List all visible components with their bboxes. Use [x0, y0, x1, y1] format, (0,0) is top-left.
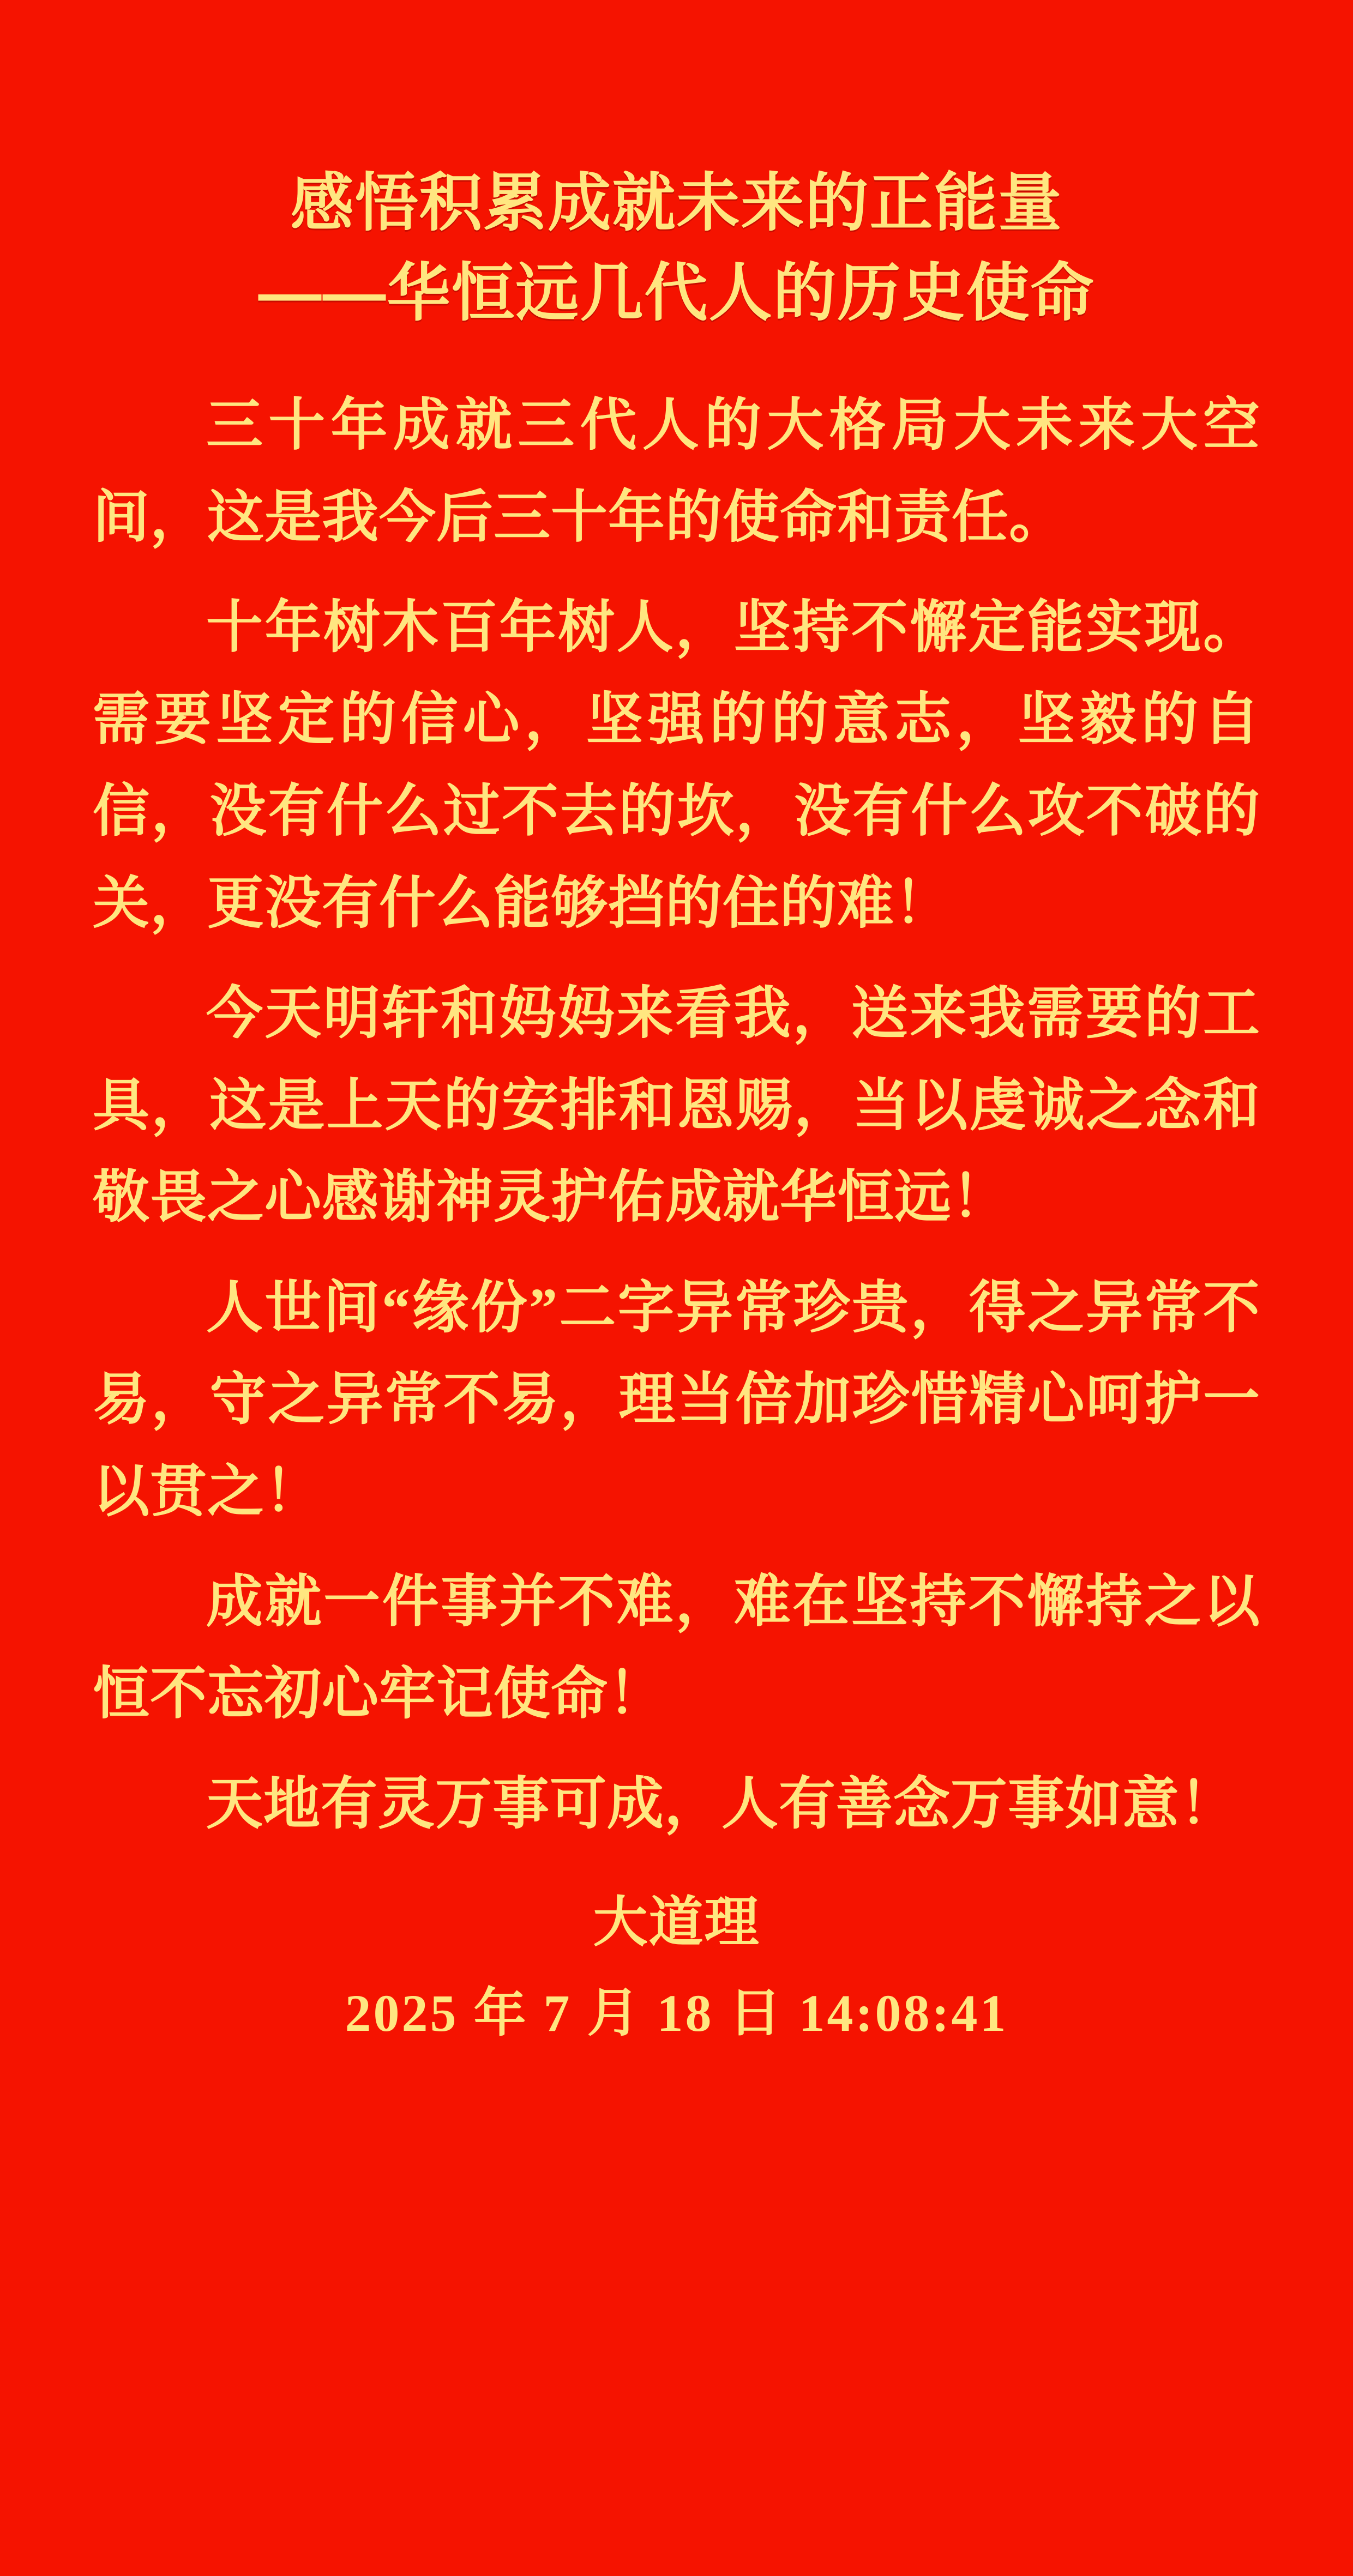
paragraph: 今天明轩和妈妈来看我，送来我需要的工具，这是上天的安排和恩赐，当以虔诚之念和敬畏之心感谢神灵护佑成就华恒远！: [93, 982, 1260, 1229]
title-line-main: 感悟积累成就未来的正能量: [290, 167, 1063, 238]
body-text: [93, 380, 1260, 1850]
page-title: [93, 0, 1260, 337]
timestamp: 2025 年 7 月 18 日 14:08:41: [345, 1984, 1008, 2043]
paragraph: 成就一件事并不难，难在坚持不懈持之以恒不忘初心牢记使命！: [93, 1571, 1260, 1726]
paragraph: 三十年成就三代人的大格局大未来大空间，这是我今后三十年的使命和责任。: [93, 394, 1260, 549]
paragraph: 人世间“缘份”二字异常珍贵，得之异常不易，守之异常不易，理当倍加珍惜精心呵护一以贯之！: [93, 1276, 1260, 1523]
title-line-subtitle: ——华恒远几代人的历史使命: [258, 257, 1095, 328]
paragraph: 天地有灵万事可成，人有善念万事如意！: [206, 1773, 1237, 1836]
paragraph: 十年树木百年树人，坚持不懈定能实现。需要坚定的信心，坚强的的意志，坚毅的自信，没有什么过不去的坎，没有什么攻不破的关，更没有什么能够挡的住的难！: [93, 596, 1260, 935]
signature: 大道理: [593, 1892, 760, 1953]
